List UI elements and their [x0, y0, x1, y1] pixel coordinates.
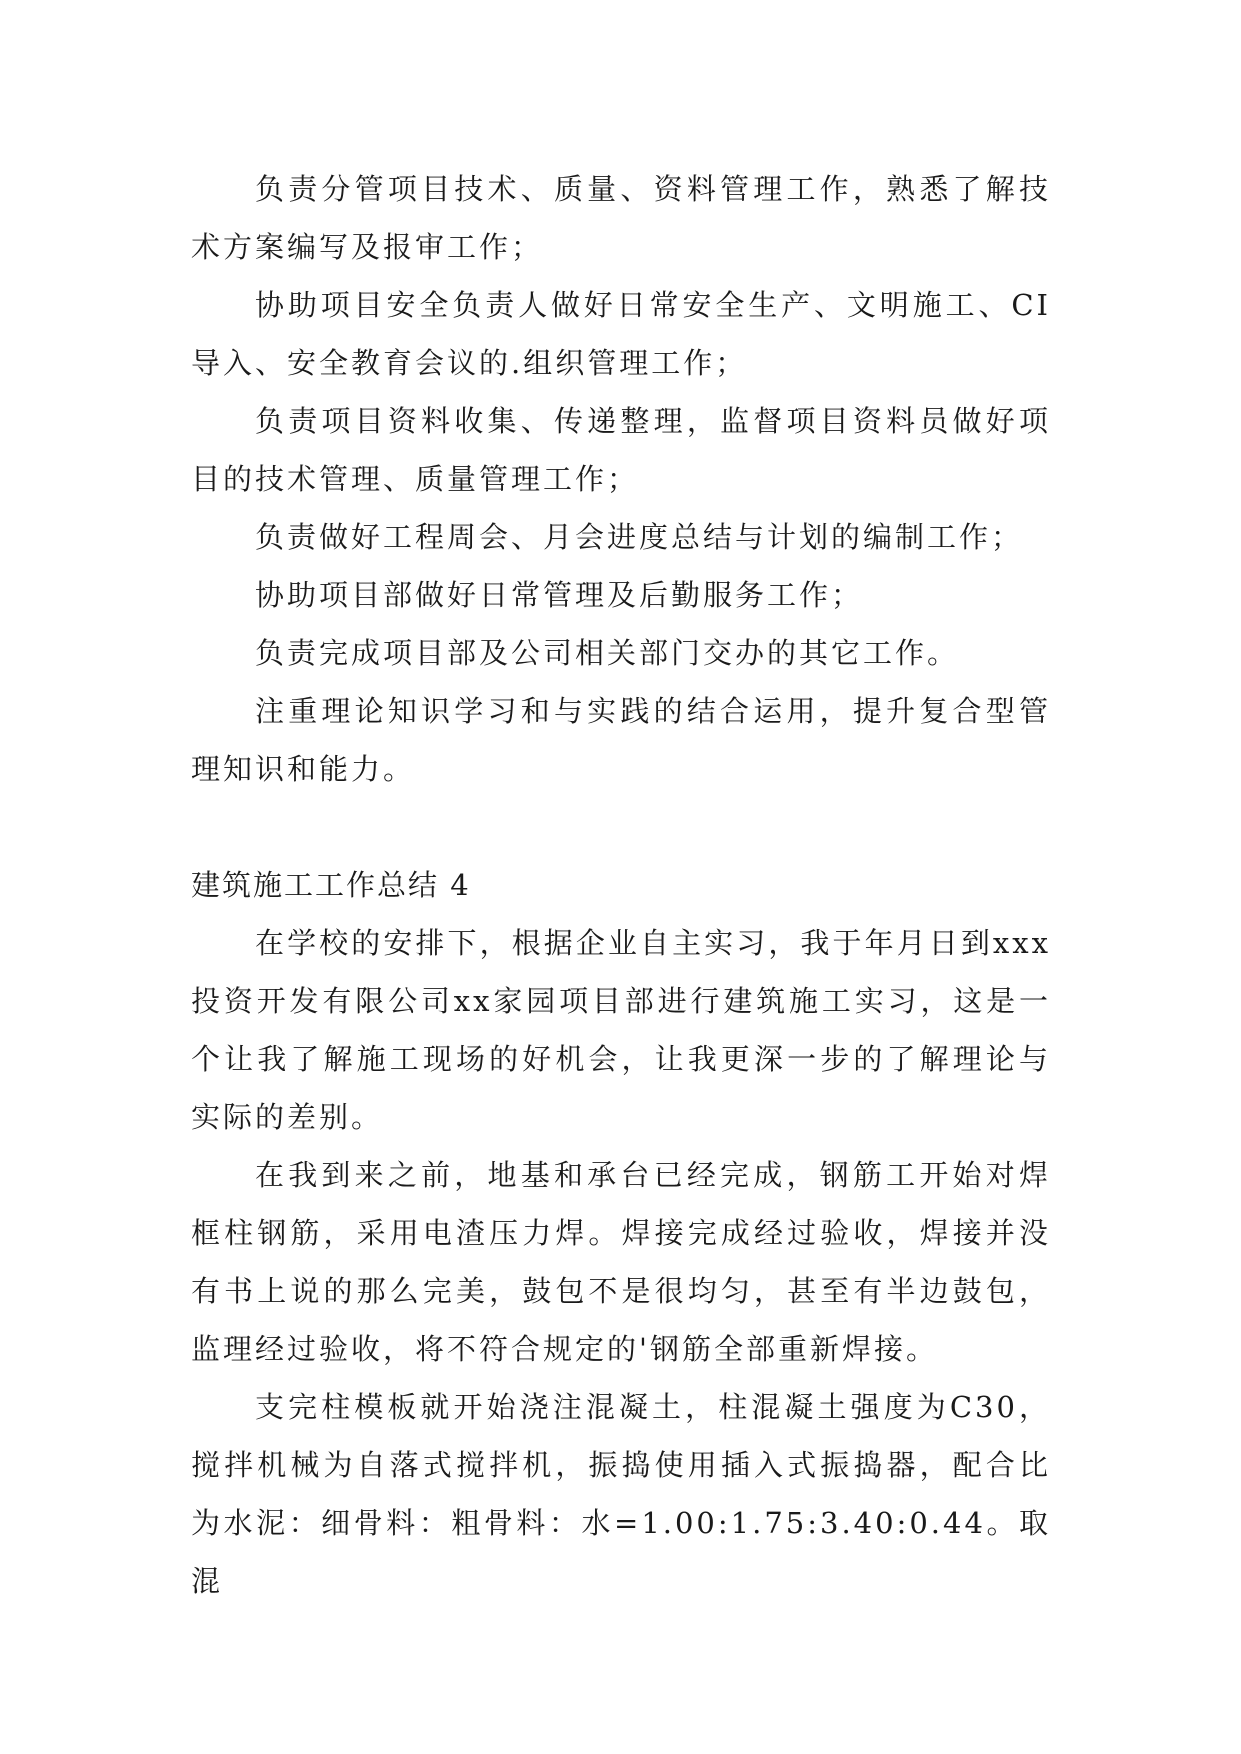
section-spacer: [191, 798, 1051, 856]
paragraph: 协助项目安全负责人做好日常安全生产、文明施工、CI导入、安全教育会议的.组织管理工作；: [191, 288, 1051, 380]
paragraph: 负责分管项目技术、质量、资料管理工作，熟悉了解技术方案编写及报审工作；: [191, 172, 1051, 264]
section-heading: 建筑施工工作总结 4: [191, 868, 471, 902]
paragraph: 注重理论知识学习和与实践的结合运用，提升复合型管理知识和能力。: [191, 694, 1051, 786]
paragraph: 支完柱模板就开始浇注混凝土，柱混凝土强度为C30，搅拌机械为自落式搅拌机，振捣使用插入式振捣器，配合比为水泥：细骨料：粗骨料：水=1.00:1.75:3.40:0.44。取混: [191, 1390, 1051, 1598]
duties-section: [191, 160, 1051, 798]
summary-section: [191, 856, 1051, 1610]
paragraph: 负责完成项目部及公司相关部门交办的其它工作。: [255, 636, 960, 670]
document-body: [191, 160, 1051, 1610]
paragraph: 负责项目资料收集、传递整理，监督项目资料员做好项目的技术管理、质量管理工作；: [191, 404, 1051, 496]
paragraph: 负责做好工程周会、月会进度总结与计划的编制工作；: [255, 520, 1024, 554]
paragraph: 在学校的安排下，根据企业自主实习，我于年月日到xxx投资开发有限公司xx家园项目部进行建筑施工实习，这是一个让我了解施工现场的好机会，让我更深一步的了解理论与实际的差别。: [191, 926, 1051, 1134]
paragraph: 协助项目部做好日常管理及后勤服务工作；: [255, 578, 864, 612]
paragraph: 在我到来之前，地基和承台已经完成，钢筋工开始对焊框柱钢筋，采用电渣压力焊。焊接完成经过验收，焊接并没有书上说的那么完美，鼓包不是很均匀，甚至有半边鼓包，监理经过验收，将不符合规定的'钢筋全部重新焊接。: [191, 1158, 1051, 1366]
